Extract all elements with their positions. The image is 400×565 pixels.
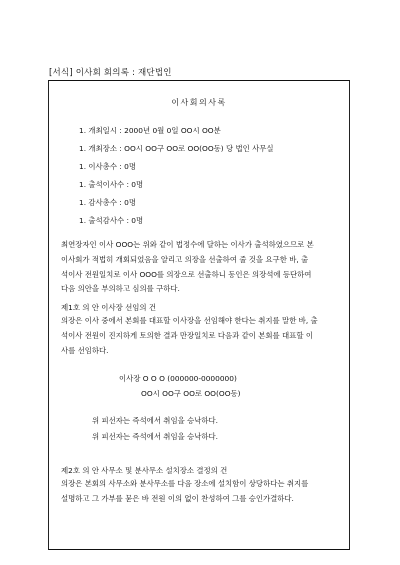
agenda2-line: 의장은 본회의 사무소와 분사무소를 다음 장소에 설치함이 상당하다는 취지를	[61, 479, 309, 488]
info-item-datetime: 1. 개최일시 : 2000년 0월 0일 OO시 OO분	[79, 126, 221, 135]
acceptance-line: 위 피선자는 즉석에서 취임을 승낙하다.	[92, 416, 218, 425]
info-item-location: 1. 개최장소 : OO시 OO구 OO로 OO(OO동) 당 법인 사무실	[79, 144, 274, 153]
agenda1-line: 사를 선임하다.	[61, 345, 109, 355]
intro-line: 다음 의안을 부의하고 심의를 구하다.	[61, 284, 180, 294]
agenda1-paragraph	[61, 314, 341, 358]
agenda1-line: 의장은 이사 중에서 본회를 대표할 이사장을 선임해야 한다는 취지를 말한 바, 출	[61, 316, 318, 325]
agenda1-heading: 제1호 의 안 이사장 선임의 건	[61, 303, 156, 312]
info-item-total-auditors: 1. 감사총수 : 0명	[79, 198, 136, 207]
agenda2-heading: 제2호 의 안 사무소 및 분사무소 설치장소 결정의 건	[61, 466, 228, 475]
acceptance-line: 위 피선자는 즉석에서 취임을 승낙하다.	[92, 432, 218, 441]
appointee-address-line: OO시 OO구 OO로 OO(OO동)	[141, 389, 241, 398]
intro-line: 최연장자인 이사 OOO는 위와 같이 법정수에 달하는 이사가 출석하였으므로 본	[61, 240, 314, 249]
form-header-label: [서식] 이사회 회의록 : 재단법인	[49, 68, 172, 78]
info-item-total-directors: 1. 이사총수 : 0명	[79, 162, 136, 171]
agenda1-line: 석이사 전원이 진지하게 토의한 결과 만장일치로 다음과 같이 본회를 대표할 이	[61, 330, 313, 340]
info-item-present-auditors: 1. 출석감사수 : 0명	[79, 216, 144, 225]
document-title: 이사회의사록	[171, 98, 227, 107]
info-item-present-directors: 1. 출석이사수 : 0명	[79, 180, 144, 189]
agenda2-line: 설명하고 그 가부를 묻은 바 전원 이의 없이 찬성하여 그를 승인가결하다.	[61, 493, 294, 503]
intro-paragraph	[61, 238, 341, 297]
intro-line: 이사회가 적법히 개회되었음을 알리고 의장을 선출하여 줄 것을 요구한 바, 출	[61, 254, 309, 264]
appointee-name-line: 이사장 O O O (000000-0000000)	[119, 374, 237, 383]
agenda2-paragraph	[61, 477, 341, 507]
intro-line: 석이사 전원일치로 이사 OOO를 의장으로 선출하니 동인은 의장석에 등단하여	[61, 269, 312, 279]
minutes-document	[48, 80, 350, 550]
